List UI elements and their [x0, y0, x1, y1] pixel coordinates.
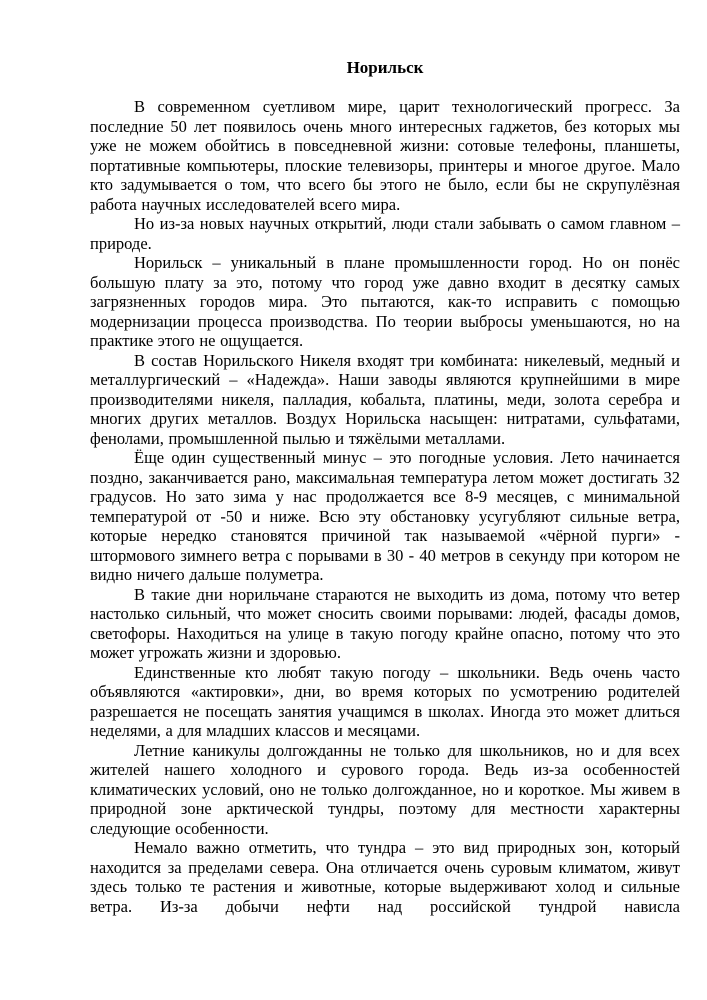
paragraph-schoolchildren: Единственные кто любят такую погоду – школьники. Ведь очень часто объявляются «актировки», дни, во время которых по усмотрению родителей разрешается не посещать занятия учащимся в школах. Иногда это может длиться неделями, а для младших классов и месяцами.: [90, 662, 680, 740]
paragraph-staying-home: В такие дни норильчане стараются не выходить из дома, потому что ветер настолько сильный, что может сносить своими порывами: людей, фасады домов, светофоры. Находиться на улице в такую погоду крайне опасно, потому что это может угрожать жизни и здоровью.: [90, 584, 680, 662]
document-body: [90, 97, 680, 916]
paragraph-tundra: Немало важно отметить, что тундра – это вид природных зон, который находится за пределами севера. Она отличается очень суровым климатом, живут здесь только те растения и животные, которые выдерживают холод и сильные ветра. Из-за добычи нефти над российской тундрой нависла: [90, 838, 680, 916]
paragraph-intro-progress: В современном суетливом мире, царит технологический прогресс. За последние 50 лет появилось очень много интересных гаджетов, без которых мы уже не можем обойтись в повседневной жизни: сотовые телефоны, планшеты, портативные компьютеры, плоские телевизоры, принтеры и многое другое. Мало кто задумывается о том, что всего бы этого не было, если бы не скрупулёзная работа научных исследователей всего мира.: [90, 97, 680, 214]
paragraph-weather-conditions: Ёще один существенный минус – это погодные условия. Лето начинается поздно, заканчивается рано, максимальная температура летом может достигать 32 градусов. Но зато зима у нас продолжается все 8-9 месяцев, с минимальной температурой от -50 и ниже. Всю эту обстановку усугубляют сильные ветра, которые нередко становятся причиной так называемой «чёрной пурги» - штормового зимнего ветра с порывами в 30 - 40 метров в секунду при котором не видно ничего дальше полуметра.: [90, 448, 680, 584]
paragraph-nornickel-plants: В состав Норильского Никеля входят три комбината: никелевый, медный и металлургический – «Надежда». Наши заводы являются крупнейшими в мире производителями никеля, палладия, кобальта, платины, меди, золота серебра и многих других металлов. Воздух Норильска насыщен: нитратами, сульфатами, фенолами, промышленной пылью и тяжёлыми металлами.: [90, 350, 680, 448]
paragraph-polluted-city: Норильск – уникальный в плане промышленности город. Но он понёс большую плату за это, потому что город уже давно входит в десятку самых загрязненных городов мира. Это пытаются, как-то исправить с помощью модернизации процесса производства. По теории выбросы уменьшаются, но на практике этого не ощущается.: [90, 253, 680, 350]
paragraph-summer-holidays: Летние каникулы долгожданны не только для школьников, но и для всех жителей нашего холодного и сурового города. Ведь из-за особенностей климатических условий, оно не только долгожданное, но и короткое. Мы живем в природной зоне арктической тундры, поэтому для местности характерны следующие особенности.: [90, 740, 680, 838]
document-title: Норильск: [346, 58, 424, 77]
paragraph-forgetting-nature: Но из-за новых научных открытий, люди стали забывать о самом главном – природе.: [90, 214, 680, 253]
